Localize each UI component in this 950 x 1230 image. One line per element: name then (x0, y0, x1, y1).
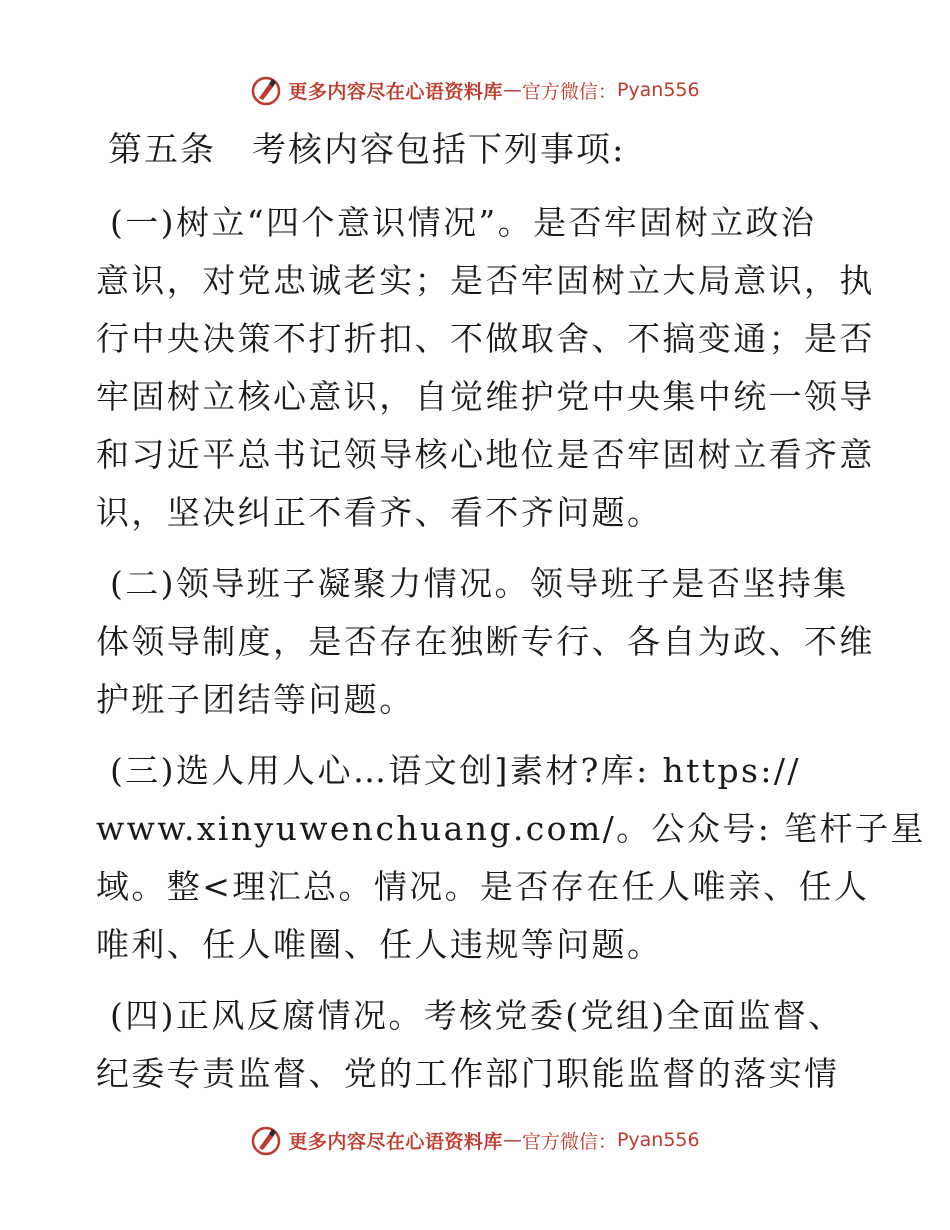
paragraph-line: 纪委专责监督、党的工作部门职能监督的落实情 (96, 1054, 840, 1093)
paragraph-line: 意识，对党忠诚老实；是否牢固树立大局意识，执 (96, 261, 875, 300)
watermark-channel: 官方微信 (521, 1130, 598, 1153)
watermark-header (0, 70, 950, 110)
paragraph-line: (一)树立“四个意识情况”。是否牢固树立政治 (110, 203, 817, 242)
watermark-dash: — (502, 79, 522, 101)
paragraph-political-awareness (96, 194, 875, 542)
document-body (96, 122, 926, 1116)
paragraph-line: 护班子团结等问题。 (96, 680, 415, 719)
brush-logo-icon (250, 74, 282, 106)
watermark-footer (0, 1120, 950, 1160)
watermark-brand: 更多内容尽在心语资料库 (288, 1130, 503, 1153)
paragraph-line: 体领导制度，是否存在独断专行、各自为政、不维 (96, 622, 875, 661)
paragraph-line: 和习近平总书记领导核心地位是否牢固树立看齐意 (96, 435, 875, 474)
paragraph-line: 牢固树立核心意识，自觉维护党中央集中统一领导 (96, 377, 875, 416)
paragraph-personnel-selection (96, 742, 926, 974)
paragraph-anti-corruption (96, 987, 866, 1103)
paragraph-line: 识，坚决纠正不看齐、看不齐问题。 (96, 493, 663, 532)
paragraph-team-cohesion (96, 555, 875, 729)
watermark-dash: — (502, 1129, 522, 1151)
brush-logo-icon (250, 1124, 282, 1156)
watermark-separator: ： (597, 1130, 617, 1153)
watermark-channel: 官方微信 (521, 80, 598, 103)
watermark-handle: Pyan556 (616, 1129, 700, 1151)
paragraph-line: 唯利、任人唯圈、任人违规等问题。 (96, 925, 663, 964)
watermark-separator: ： (597, 80, 617, 103)
article-heading: 第五条 考核内容包括下列事项: (108, 130, 626, 170)
paragraph-line: www.xinyuwenchuang.com/。公众号: 笔杆子星 (96, 809, 926, 848)
paragraph-line: (四)正风反腐情况。考核党委(党组)全面监督、 (110, 996, 844, 1035)
paragraph-line: 行中央决策不打折扣、不做取舍、不搞变通；是否 (96, 319, 875, 358)
paragraph-line: (二)领导班子凝聚力情况。领导班子是否坚持集 (110, 564, 849, 603)
paragraph-line: (三)选人用人心…语文创]素材?库: https:// (110, 751, 801, 790)
watermark-handle: Pyan556 (616, 79, 700, 101)
paragraph-line: 域。整<理汇总。情况。是否存在任人唯亲、任人 (96, 867, 870, 906)
watermark-brand: 更多内容尽在心语资料库 (288, 80, 503, 103)
